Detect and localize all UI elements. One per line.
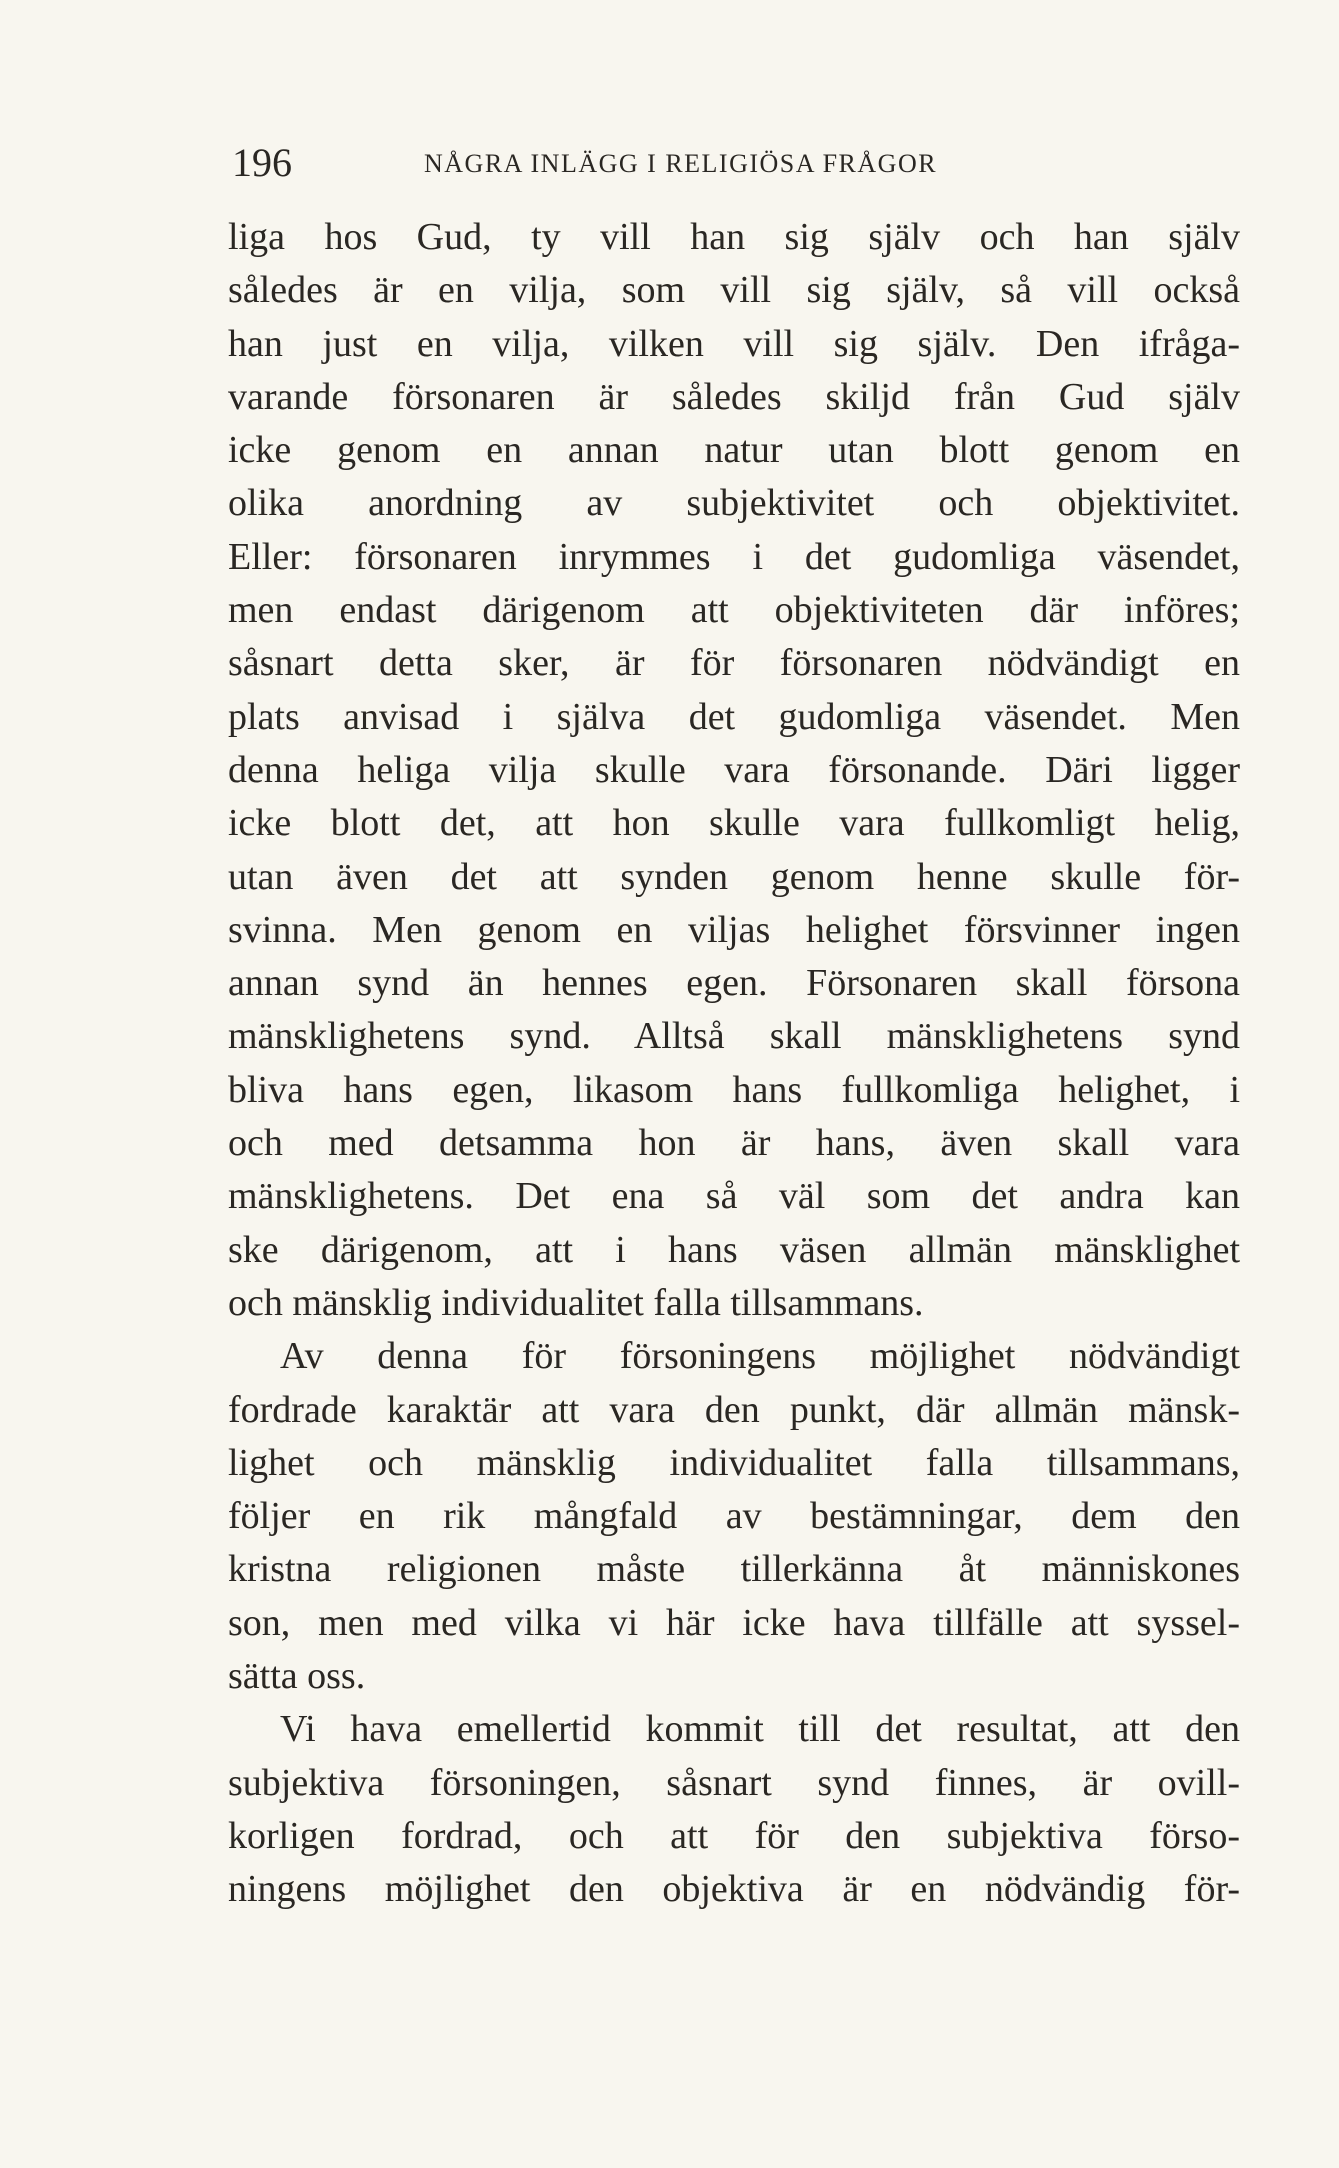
text-line: sätta oss. bbox=[228, 1655, 366, 1698]
text-line: fordrade karaktär att vara den punkt, där allmän mänsk- bbox=[228, 1388, 1240, 1431]
text-line: denna heliga vilja skulle vara försonande. Däri ligger bbox=[228, 748, 1240, 791]
text-line: utan även det att synden genom henne skulle för- bbox=[228, 855, 1240, 898]
text-line: korligen fordrad, och att för den subjektiva förso- bbox=[228, 1814, 1240, 1857]
paragraph-start-line: Vi hava emellertid kommit till det resultat, att den bbox=[280, 1708, 1240, 1751]
text-line: bliva hans egen, likasom hans fullkomliga helighet, i bbox=[228, 1068, 1240, 1111]
text-line: ske därigenom, att i hans väsen allmän mänsklighet bbox=[228, 1228, 1240, 1271]
running-head: NÅGRA INLÄGG I RELIGIÖSA FRÅGOR bbox=[424, 149, 938, 178]
body-text bbox=[228, 211, 1240, 1917]
text-line: lighet och mänsklig individualitet falla tillsammans, bbox=[228, 1441, 1240, 1484]
text-line: såsnart detta sker, är för försonaren nödvändigt en bbox=[228, 642, 1240, 685]
text-line: son, men med vilka vi här icke hava tillfälle att syssel- bbox=[228, 1601, 1240, 1644]
text-line: ningens möjlighet den objektiva är en nödvändig för- bbox=[228, 1868, 1240, 1911]
text-line: olika anordning av subjektivitet och objektivitet. bbox=[228, 482, 1240, 525]
text-line: följer en rik mångfald av bestämningar, dem den bbox=[228, 1495, 1240, 1538]
text-line: och mänsklig individualitet falla tillsammans. bbox=[228, 1281, 924, 1324]
text-line: och med detsamma hon är hans, även skall vara bbox=[228, 1122, 1240, 1165]
text-line: varande försonaren är således skiljd från Gud själv bbox=[228, 375, 1240, 418]
text-line: således är en vilja, som vill sig själv, så vill också bbox=[228, 269, 1240, 312]
text-line: Eller: försonaren inrymmes i det gudomliga väsendet, bbox=[228, 535, 1240, 578]
text-line: plats anvisad i själva det gudomliga väsendet. Men bbox=[228, 695, 1240, 738]
page-header bbox=[232, 138, 1242, 188]
paragraph-start-line: Av denna för försoningens möjlighet nödvändigt bbox=[280, 1335, 1240, 1378]
text-line: han just en vilja, vilken vill sig själv. Den ifråga- bbox=[228, 322, 1240, 365]
text-line: liga hos Gud, ty vill han sig själv och han själv bbox=[228, 216, 1240, 258]
text-line: subjektiva försoningen, såsnart synd finnes, är ovill- bbox=[228, 1761, 1240, 1804]
text-line: kristna religionen måste tillerkänna åt människones bbox=[228, 1548, 1240, 1591]
text-line: annan synd än hennes egen. Försonaren skall försona bbox=[228, 962, 1240, 1005]
text-line: icke genom en annan natur utan blott genom en bbox=[228, 429, 1240, 472]
text-line: svinna. Men genom en viljas helighet försvinner ingen bbox=[228, 908, 1240, 951]
text-line: icke blott det, att hon skulle vara fullkomligt helig, bbox=[228, 802, 1240, 845]
text-line: mänsklighetens synd. Alltså skall mänsklighetens synd bbox=[228, 1015, 1240, 1058]
text-line: mänsklighetens. Det ena så väl som det andra kan bbox=[228, 1175, 1240, 1218]
text-line: men endast därigenom att objektiviteten där införes; bbox=[228, 589, 1240, 632]
page-number: 196 bbox=[232, 140, 292, 185]
